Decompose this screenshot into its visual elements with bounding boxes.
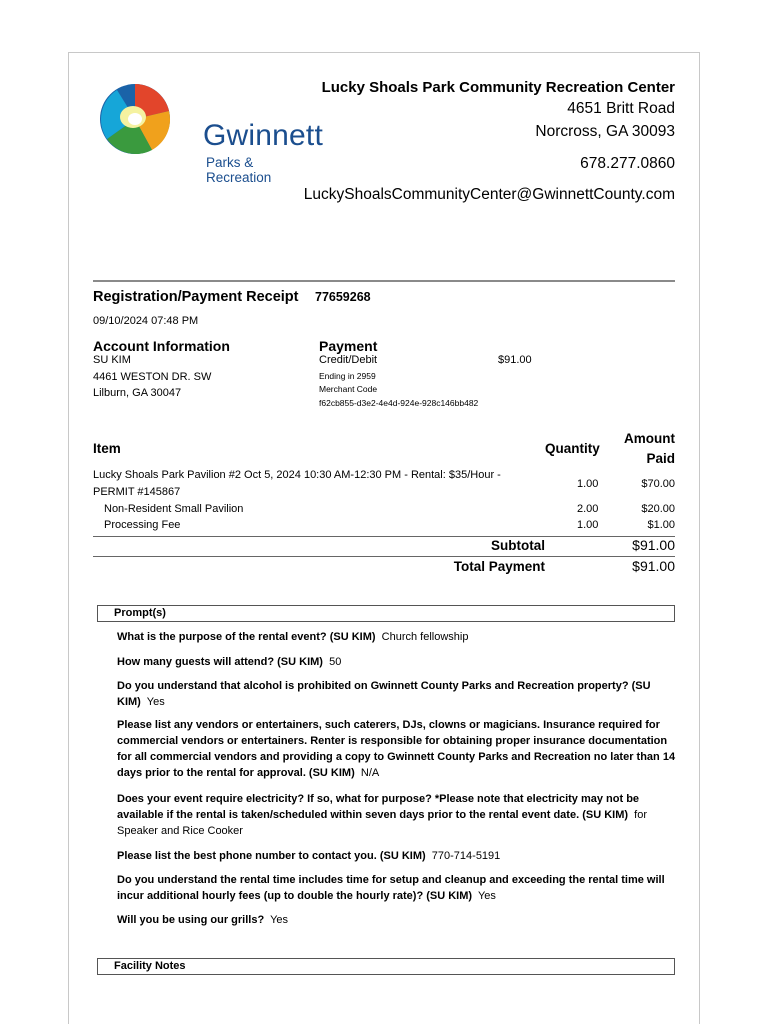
prompt-question: What is the purpose of the rental event? (SU KIM) [117,631,376,643]
col-header-item: Item [93,441,121,456]
total-label: Total Payment [453,559,545,574]
facility-address-line2: Norcross, GA 30093 [535,123,675,140]
prompt-answer: Yes [146,696,165,708]
prompt-question: Does your event require electricity? If so, what for purpose? *Please note that electricity may not be available if the rental is taken/scheduled within seven days prior to the rental event date. (SU KIM) [117,793,640,821]
prompt-answer: N/A [360,767,380,779]
item-row-3-qty: 1.00 [577,519,599,531]
col-header-paid: Paid [646,451,675,466]
item-row-1-desc-line1: Lucky Shoals Park Pavilion #2 Oct 5, 2024 10:30 AM-12:30 PM - Rental: $35/Hour - [93,469,501,481]
payment-heading: Payment [319,338,378,354]
receipt-page [68,52,700,1024]
prompt-question: Please list any vendors or entertainers, such caterers, DJs, clowns or magicians. Insurance required for commercial vendors or entertainers. Renter is responsible for obtaining proper insurance documentation for all commercial vendors and providing a copy to Gwinnett County Parks and Recreation no later than 14 days prior to the rental for approval. (SU KIM) [117,719,676,779]
prompt-question: Please list the best phone number to contact you. (SU KIM) [117,850,426,862]
prompts-header-box [97,605,675,622]
subtotal-label: Subtotal [491,538,545,553]
account-street: 4461 WESTON DR. SW [93,371,212,383]
prompt-question: Will you be using our grills? [117,914,265,926]
facility-address-line1: 4651 Britt Road [567,100,675,117]
subtotal-rule [93,536,675,537]
prompt-item [117,791,679,839]
prompt-answer: for Speaker and Rice Cooker [117,809,647,837]
prompt-question: Do you understand the rental time includes time for setup and cleanup and exceeding the rental time will incur additional hourly fees (up to double the hourly rate)? (SU KIM) [117,874,665,902]
prompt-answer: Yes [477,890,496,902]
logo-wordmark: Gwinnett [203,119,323,152]
gwinnett-logo [97,81,323,185]
prompt-answer: 770-714-5191 [431,850,501,862]
prompt-answer: Yes [270,914,289,926]
prompt-answer: Church fellowship [381,631,469,643]
prompt-item [117,848,679,864]
facility-phone: 678.277.0860 [580,155,675,172]
prompt-item [117,629,679,645]
facility-notes-header-box [97,958,675,975]
receipt-datetime: 09/10/2024 07:48 PM [93,315,199,327]
receipt-title: Registration/Payment Receipt [93,289,299,305]
prompt-item [117,912,679,928]
item-row-1-qty: 1.00 [577,478,599,490]
merchant-code-label: Merchant Code [319,384,378,394]
facility-name: Lucky Shoals Park Community Recreation Center [321,79,675,96]
prompt-item [117,654,679,670]
logo-subtitle: Parks & Recreation [206,155,272,185]
merchant-code: f62cb855-d3e2-4e4d-924e-928c146bb482 [319,398,479,408]
payment-method: Credit/Debit [319,354,378,366]
receipt-number: 77659268 [315,290,371,304]
item-row-1-amount: $70.00 [641,478,675,490]
prompt-item [117,872,679,904]
payment-card-ending: Ending in 2959 [319,371,376,381]
item-row-3-desc: Processing Fee [104,519,181,531]
account-city: Lilburn, GA 30047 [93,387,182,399]
prompt-answer: 50 [329,656,342,668]
account-heading: Account Information [93,338,230,354]
item-row-3-amount: $1.00 [647,519,675,531]
col-header-amount: Amount [624,431,675,446]
subtotal-value: $91.00 [632,537,675,553]
item-row-2-qty: 2.00 [577,503,599,515]
facility-email[interactable]: LuckyShoalsCommunityCenter@GwinnettCounty.com [303,186,675,203]
prompt-question: Do you understand that alcohol is prohibited on Gwinnett County Parks and Recreation property? (SU KIM) [117,680,651,708]
prompt-question: How many guests will attend? (SU KIM) [117,656,323,668]
prompts-heading: Prompt(s) [114,607,166,619]
total-rule [93,556,675,557]
item-row-2-desc: Non-Resident Small Pavilion [104,503,244,515]
item-row-1-desc-line2: PERMIT #145867 [93,486,181,498]
header-divider [93,280,675,282]
total-value: $91.00 [632,558,675,574]
account-name: SU KIM [93,354,131,366]
gwinnett-logo-icon [97,81,177,161]
col-header-quantity: Quantity [545,441,600,456]
prompt-item [117,717,679,781]
facility-notes-heading: Facility Notes [114,960,186,972]
item-row-2-amount: $20.00 [641,503,675,515]
payment-amount: $91.00 [498,354,532,366]
prompt-item [117,678,679,710]
